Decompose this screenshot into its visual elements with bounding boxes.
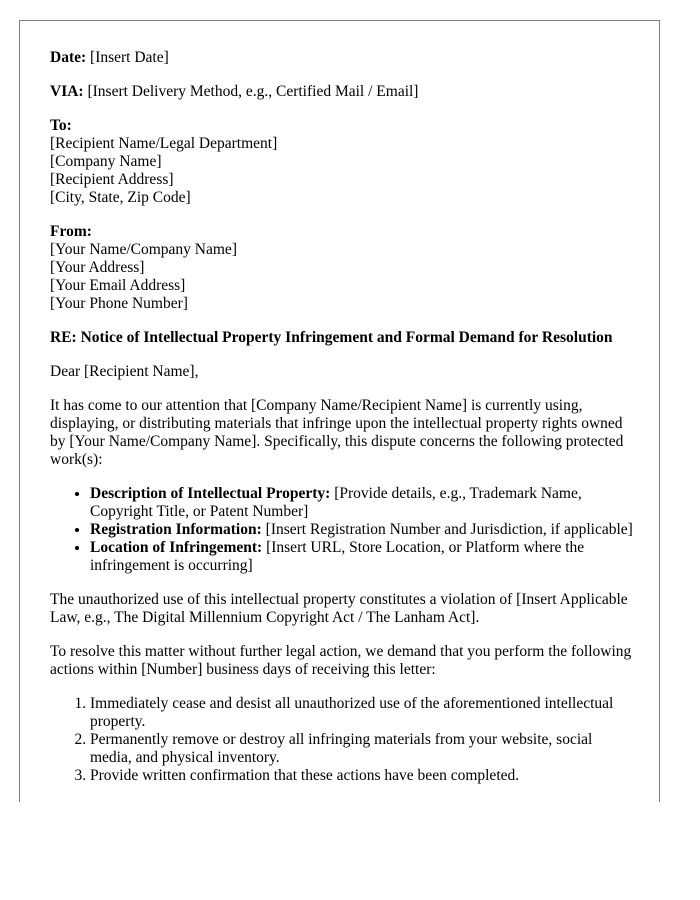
intro-paragraph: It has come to our attention that [Company Name/Recipient Name] is currently using, displaying, or distributing materials that infringe upon the intellectual property rights owned by [Your Name/Company Name]. Specifically, this dispute concerns the following protected work(s): [50,397,624,468]
to-label: To: [50,117,72,134]
recipient-block [50,117,636,207]
demands-list [50,695,636,785]
recipient-line: [Recipient Name/Legal Department] [50,135,278,152]
recipient-line: [Company Name] [50,153,162,170]
date-label: Date: [50,49,87,66]
list-item: 1. Immediately cease and desist all unauthorized use of the aforementioned intellectual property. [90,695,636,731]
detail-label: Registration Information: [90,521,262,538]
detail-text: [Insert URL, Store Location, or Platform where the infringement is occurring] [90,539,585,574]
sender-line: [Your Name/Company Name] [50,241,237,258]
violation-paragraph: The unauthorized use of this intellectual property constitutes a violation of [Insert Applicable Law, e.g., The Digital Millennium Copyright Act / The Lanham Act]. [50,591,628,626]
from-label: From: [50,223,92,240]
letter-page [19,20,660,802]
sender-line: [Your Address] [50,259,145,276]
sender-block [50,223,636,313]
list-item: 3. Provide written confirmation that these actions have been completed. [90,767,636,785]
detail-text: [Provide details, e.g., Trademark Name, Copyright Title, or Patent Number] [90,485,582,520]
list-item [90,521,636,539]
recipient-line: [Recipient Address] [50,171,174,188]
salutation: Dear [Recipient Name], [50,363,199,380]
detail-label: Description of Intellectual Property: [90,485,331,502]
detail-label: Location of Infringement: [90,539,263,556]
sender-line: [Your Phone Number] [50,295,188,312]
letter-content [50,49,636,801]
demand-intro-paragraph: To resolve this matter without further legal action, we demand that you perform the following actions within [Number] business days of receiving this letter: [50,643,632,678]
recipient-line: [City, State, Zip Code] [50,189,191,206]
date-line [50,49,636,67]
list-item: 2. Permanently remove or destroy all infringing materials from your website, social media, and physical inventory. [90,731,636,767]
detail-text: [Insert Registration Number and Jurisdiction, if applicable] [261,521,633,538]
list-item [90,539,636,575]
list-item [90,485,636,521]
via-value: [Insert Delivery Method, e.g., Certified Mail / Email] [87,83,419,100]
via-line [50,83,636,101]
ip-details-list [50,485,636,575]
subject-line: RE: Notice of Intellectual Property Infringement and Formal Demand for Resolution [50,329,613,346]
sender-line: [Your Email Address] [50,277,186,294]
date-value: [Insert Date] [90,49,169,66]
via-label: VIA: [50,83,84,100]
